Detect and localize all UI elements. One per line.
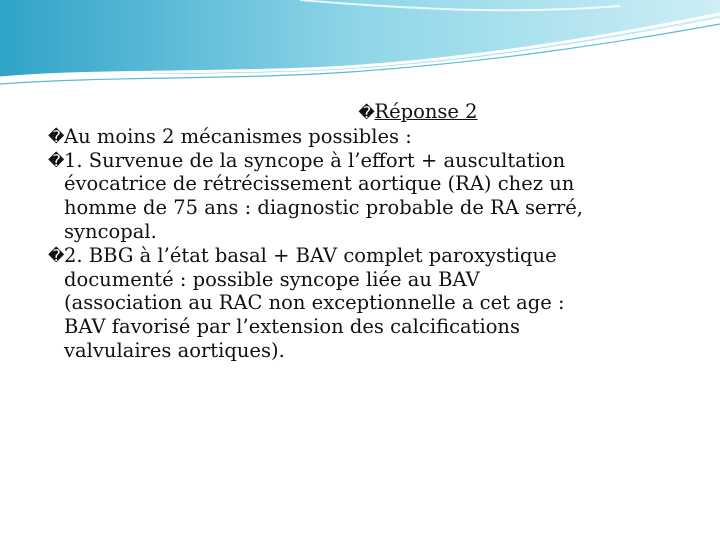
bullet-icon: �: [358, 103, 375, 122]
text-line: 2. BBG à l’état basal + BAV complet paroxystique: [64, 243, 557, 267]
bullet-paragraph: [48, 244, 648, 363]
bullet-icon: �: [48, 245, 65, 265]
bullet-icon: �: [48, 126, 65, 146]
title-text: Réponse 2: [374, 100, 478, 123]
text-line: évocatrice de rétrécissement aortique (RA) chez un: [64, 172, 575, 196]
text-line: documenté : possible syncope liée au BAV: [64, 267, 480, 291]
text-line: 1. Survenue de la syncope à l’effort + auscultation: [64, 148, 566, 172]
text-line: syncopal.: [64, 219, 157, 243]
text-line: homme de 75 ans : diagnostic probable de RA serré,: [64, 196, 583, 220]
header-wave-decoration: [0, 0, 720, 90]
text-line: (association au RAC non exceptionnelle a cet age :: [64, 291, 565, 315]
slide-content: [48, 100, 648, 363]
text-line: valvulaires aortiques).: [64, 338, 285, 362]
bullet-paragraph: [48, 125, 648, 149]
text-line: BAV favorisé par l’extension des calcifications: [64, 315, 521, 339]
bullet-paragraph: [48, 149, 648, 244]
slide-title: [48, 100, 648, 125]
text-line: Au moins 2 mécanismes possibles :: [64, 124, 412, 148]
bullet-icon: �: [48, 150, 65, 170]
